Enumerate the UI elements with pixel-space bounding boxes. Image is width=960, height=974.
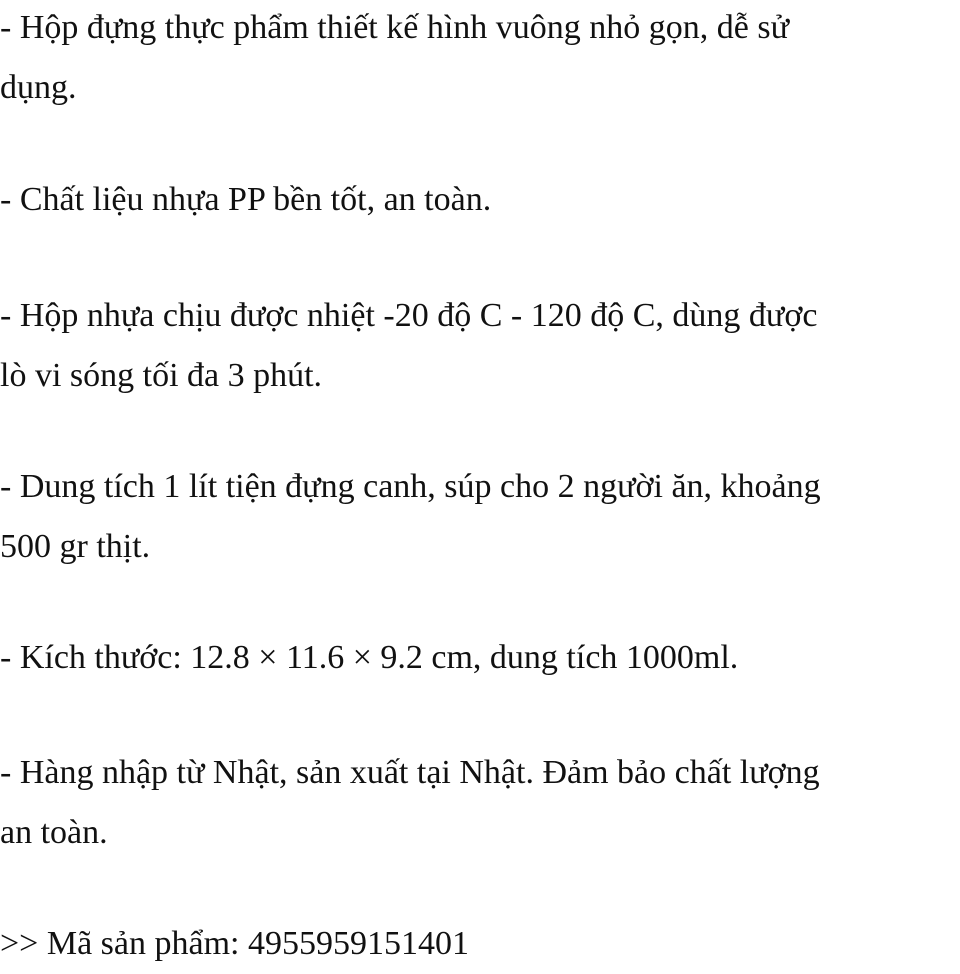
feature-heat-resistance: - Hộp nhựa chịu được nhiệt -20 độ C - 120 độ C, dùng được lò vi sóng tối đa 3 phút.	[0, 297, 818, 394]
feature-design: - Hộp đựng thực phẩm thiết kế hình vuông nhỏ gọn, dễ sử dụng.	[0, 9, 790, 106]
feature-origin: - Hàng nhập từ Nhật, sản xuất tại Nhật. Đảm bảo chất lượng an toàn.	[0, 754, 820, 851]
feature-dimensions: - Kích thước: 12.8 × 11.6 × 9.2 cm, dung tích 1000ml.	[0, 639, 739, 676]
feature-capacity: - Dung tích 1 lít tiện đựng canh, súp cho 2 người ăn, khoảng 500 gr thịt.	[0, 468, 821, 565]
product-code: >> Mã sản phẩm: 4955959151401	[0, 925, 469, 962]
feature-material: - Chất liệu nhựa PP bền tốt, an toàn.	[0, 181, 492, 218]
